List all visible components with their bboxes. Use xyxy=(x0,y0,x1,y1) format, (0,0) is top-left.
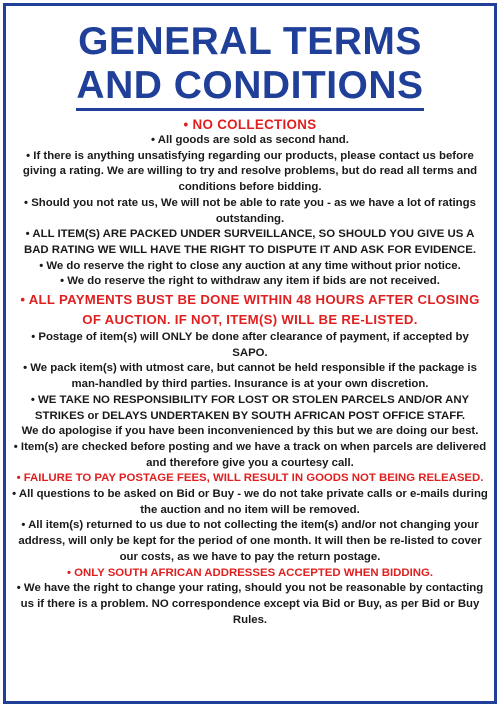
term-item: • We do reserve the right to close any auction at any time without prior notice. xyxy=(39,259,461,272)
term-item: • Item(s) are checked before posting and we have a track on when parcels are delivered and therefore give you a courtesy call. xyxy=(13,440,487,469)
page-title xyxy=(6,20,494,111)
title-block xyxy=(6,20,494,111)
term-item: • NO COLLECTIONS xyxy=(183,117,317,132)
term-item-postage-warning: • FAILURE TO PAY POSTAGE FEES, WILL RESULT IN GOODS NOT BEING RELEASED. xyxy=(16,472,484,485)
document-frame xyxy=(3,3,497,704)
term-item: • If there is anything unsatisfying regarding our products, please contact us before giving a rating. We are willing to try and resolve problems, but do read all terms and conditions before bidding. xyxy=(22,149,478,194)
term-item: • All questions to be asked on Bid or Buy - we do not take private calls or e-mails during the auction and no item will be removed. xyxy=(12,488,488,516)
term-item: • Postage of item(s) will ONLY be done after clearance of payment, if accepted by SAPO. xyxy=(31,331,469,359)
term-item: • We have the right to change your rating, should you not be reasonable by contacting us if there is a problem. NO correspondence except via Bid or Buy, as per Bid or Buy Rules. xyxy=(16,582,484,626)
title-line-1: GENERAL TERMS xyxy=(78,20,422,63)
term-item: • All goods are sold as second hand. xyxy=(151,134,349,146)
term-item: • WE TAKE NO RESPONSIBILITY FOR LOST OR STOLEN PARCELS AND/OR ANY STRIKES or DELAYS UNDERTAKEN BY SOUTH AFRICAN POST OFFICE STAFF. xyxy=(30,393,470,422)
term-item: • We do reserve the right to withdraw any item if bids are not received. xyxy=(60,275,440,288)
term-item: We do apologise if you have been inconvenienced by this but we are doing our best. xyxy=(21,425,479,438)
term-item: • ALL ITEM(S) ARE PACKED UNDER SURVEILLANCE, SO SHOULD YOU GIVE US A BAD RATING WE WILL HAVE THE RIGHT TO DISPUTE IT AND ASK FOR EVIDENCE. xyxy=(23,228,477,256)
term-item-address-warning: • ONLY SOUTH AFRICAN ADDRESSES ACCEPTED WHEN BIDDING. xyxy=(67,566,433,579)
term-item: • Should you not rate us, We will not be able to rate you - as we have a lot of ratings outstanding. xyxy=(24,196,476,225)
term-item-payment-warning: • ALL PAYMENTS BUST BE DONE WITHIN 48 HOURS AFTER CLOSING OF AUCTION. IF NOT, ITEM(S) WILL BE RE-LISTED. xyxy=(20,292,480,328)
term-item: • All item(s) returned to us due to not collecting the item(s) and/or not changing your address, will only be kept for the period of one month. It will then be re-listed to cover our costs, as we have to pay the return postage. xyxy=(18,519,482,563)
terms-list xyxy=(6,117,494,628)
title-line-2: AND CONDITIONS xyxy=(76,64,423,111)
term-item: • We pack item(s) with utmost care, but cannot be held responsible if the package is man-handled by third parties. Insurance is at your own discretion. xyxy=(23,362,477,391)
